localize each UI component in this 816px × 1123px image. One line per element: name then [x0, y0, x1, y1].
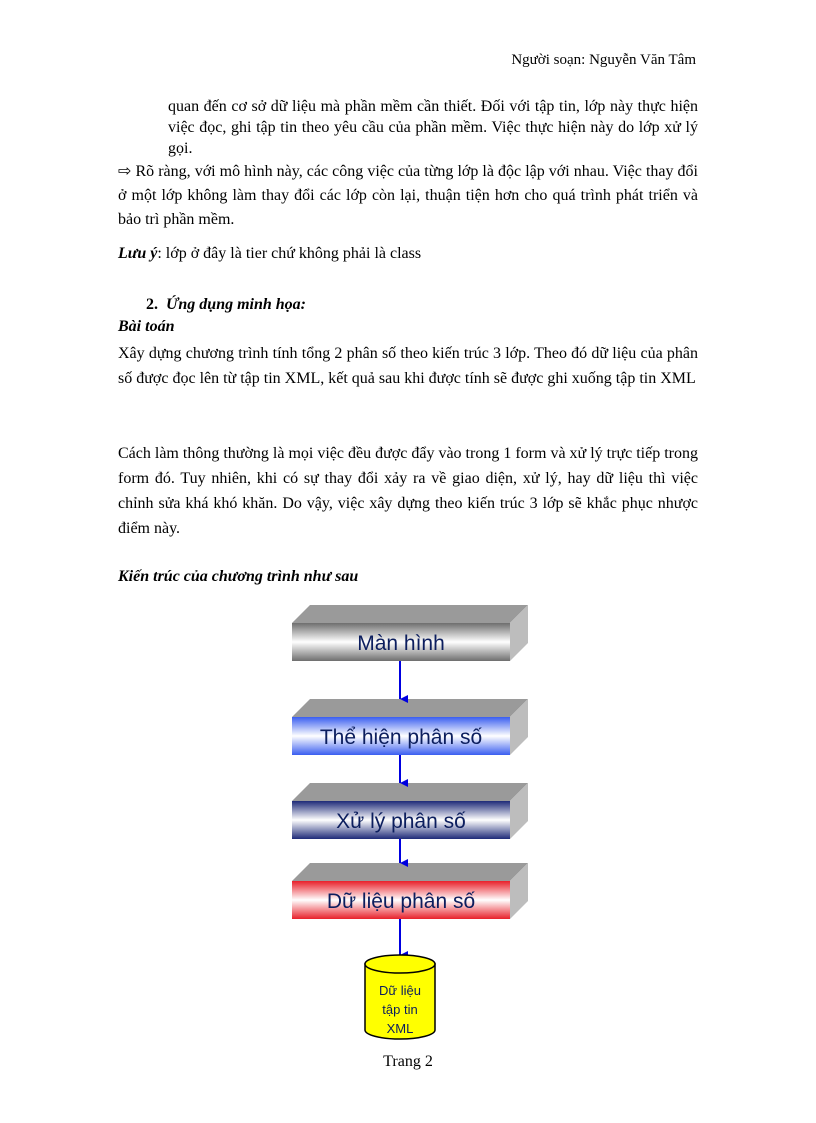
storage-cylinder [365, 955, 435, 1039]
data-layer [292, 863, 528, 919]
approach-paragraph: Cách làm thông thường là mọi việc đều được đẩy vào trong 1 form và xử lý trực tiếp trong form đó. Tuy nhiên, khi có sự thay đổi xảy ra về giao diện, xử lý, hay dữ liệu thì việc chỉnh sửa khá khó khăn. Do vậy, việc xây dựng theo kiến trúc 3 lớp sẽ khắc phục nhược điểm này. [118, 445, 698, 537]
page-number: Trang 2 [383, 1053, 433, 1070]
conclusion-text: Rõ ràng, với mô hình này, các công việc của từng lớp là độc lập với nhau. Việc thay đổi ở một lớp không làm thay đổi các lớp còn lại, thuận tiện hơn cho quá trình phát triển và bảo trì phần mềm. [118, 163, 699, 228]
layer-label: Dữ liệu phân số [326, 890, 476, 913]
layer-label: Thể hiện phân số [319, 726, 483, 749]
page-header-author: Người soạn: Nguyễn Văn Tâm [511, 52, 696, 68]
layer-label: Xử lý phân số [336, 810, 466, 833]
storage-line-3: XML [386, 1021, 414, 1036]
storage-line-2: tập tin [382, 1002, 418, 1017]
implies-arrow-icon: ⇨ [118, 161, 132, 180]
presentation-layer [292, 699, 528, 755]
screen-layer [292, 605, 528, 661]
continued-paragraph: quan đến cơ sở dữ liệu mà phần mềm cần thiết. Đối với tập tin, lớp này thực hiện việc đọc, ghi tập tin theo yêu cầu của phần mềm. Việc thực hiện này do lớp xử lý gọi. [168, 98, 698, 157]
business-layer [292, 783, 528, 839]
storage-line-1: Dữ liệu [379, 983, 421, 998]
section-number: 2. [146, 296, 158, 313]
note-label: Lưu ý [118, 245, 158, 262]
problem-label: Bài toán [118, 318, 175, 335]
architecture-label: Kiến trúc của chương trình như sau [118, 568, 359, 585]
note-text: : lớp ở đây là tier chứ không phải là class [157, 245, 422, 262]
problem-text: Xây dựng chương trình tính tổng 2 phân số theo kiến trúc 3 lớp. Theo đó dữ liệu của phân số được đọc lên từ tập tin XML, kết quả sau khi được tính sẽ được ghi xuống tập tin XML [118, 345, 698, 387]
layer-label: Màn hình [357, 632, 445, 655]
section-title-text: Ứng dụng minh họa: [166, 296, 307, 313]
